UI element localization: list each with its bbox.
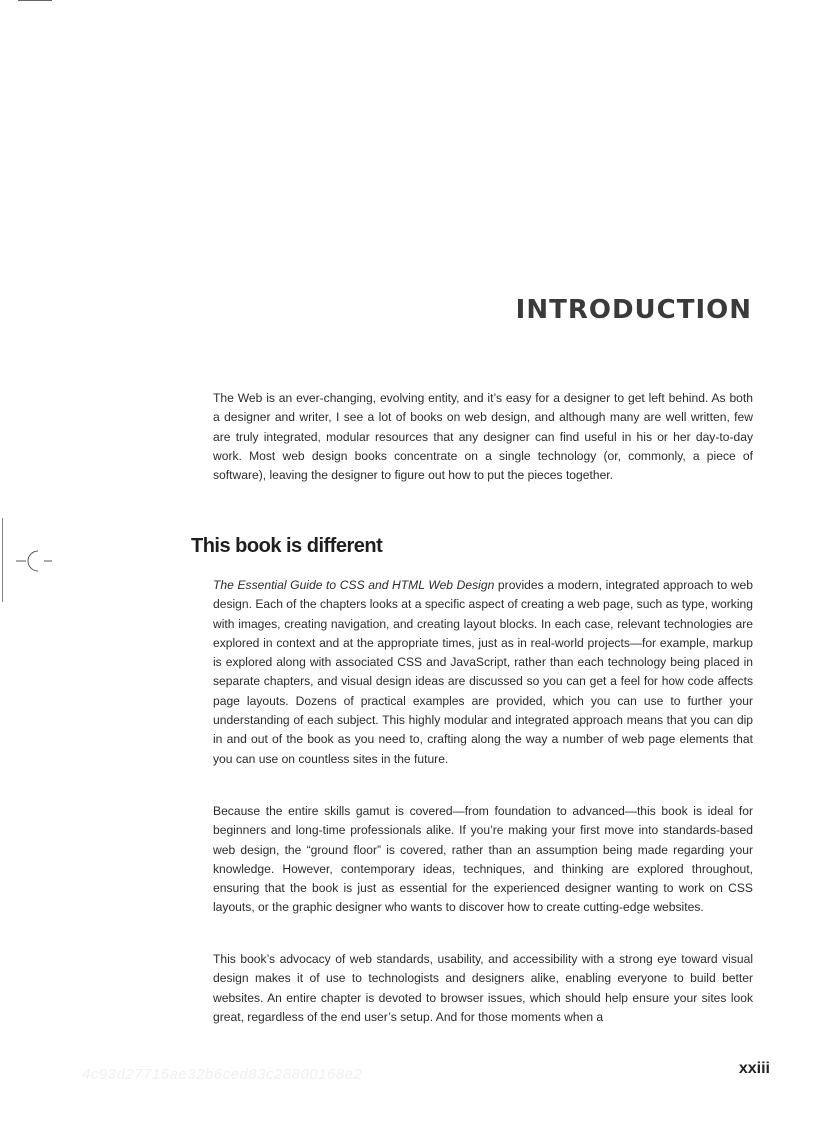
crop-mark-top [18,0,52,1]
intro-paragraph: The Web is an ever-changing, evolving entity, and it’s easy for a designer to get left behind. As both a designer and writer, I see a lot of books on web design, and although many are well written, few are truly integrated, modular resources that any designer can find useful in his or her day-to-day work. Most web design books concentrate on a single technology (or, commonly, a piece of software), leaving the designer to figure out how to put the pieces together. [213,391,753,483]
section-body [213,576,753,769]
section-body-2 [213,802,753,918]
page-number: xxiii [738,1060,770,1077]
section-heading: This book is different [191,535,383,557]
section-body-3 [213,950,753,1027]
section-paragraph-1-text: provides a modern, integrated approach to web design. Each of the chapters looks at a specific aspect of creating a web page, such as type, working with images, creating navigation, and creating layout blocks. In each case, relevant technologies are explored in context and at the appropriate times, just as in real-world projects—for example, markup is explored along with associated CSS and JavaScript, rather than each technology being placed in separate chapters, and visual design ideas are discussed so you can get a feel for how code affects page layouts. Dozens of practical examples are provided, which you can use to further your understanding of each subject. This highly modular and integrated approach means that you can dip in and out of the book as you need to, crafting along the way a number of web page elements that you can use on countless sites in the future. [213,578,753,766]
section-paragraph-2: Because the entire skills gamut is covered—from foundation to advanced—this book is ideal for beginners and long-time professionals alike. If you’re making your first move into standards-based web design, the “ground floor” is covered, rather than an assumption being made regarding your knowledge. However, contemporary ideas, techniques, and thinking are explored throughout, ensuring that the book is just as essential for the experienced designer wanting to work on CSS layouts, or the graphic designer who wants to discover how to create cutting-edge websites. [213,804,753,915]
intro-block [213,389,753,485]
registration-mark-icon [16,548,56,574]
page-title: INTRODUCTION [515,295,752,325]
section-paragraph-1 [213,576,753,769]
crop-mark-side [2,518,3,602]
book-title: The Essential Guide to CSS and HTML Web Design [213,578,495,592]
section-paragraph-3: This book’s advocacy of web standards, usability, and accessibility with a strong eye toward visual design makes it of use to technologists and designers alike, enabling everyone to build better websites. An entire chapter is devoted to browser issues, which should help ensure your sites look great, regardless of the end user’s setup. And for those moments when a [213,952,753,1024]
watermark: 4c93d27715ae32b6ced83c28800168e2 [82,1066,363,1083]
